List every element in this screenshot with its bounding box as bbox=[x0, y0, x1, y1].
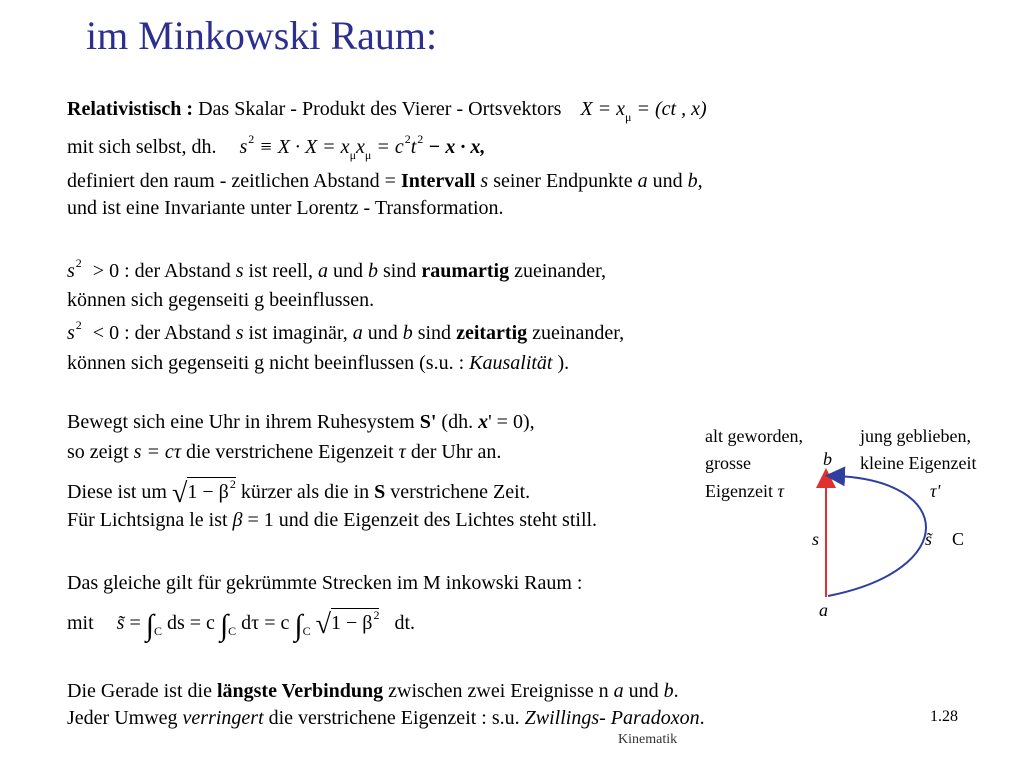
p3-l3b: kürzer als die in bbox=[240, 481, 375, 503]
p3-l1c: (dh. bbox=[436, 411, 479, 433]
p1-formula1-rhs: = (ct , x) bbox=[636, 98, 707, 120]
p4-line1: Das gleiche gilt für gekrümmte Strecken im M inkowski Raum : bbox=[67, 572, 583, 594]
p4-stilde: s̃ bbox=[116, 612, 125, 634]
p2-t1g: sind bbox=[377, 260, 422, 282]
p4-sq: 2 bbox=[373, 608, 380, 622]
p3-l1b: S' bbox=[419, 411, 437, 433]
p2-t1b: s bbox=[235, 260, 244, 282]
p3-l4b: β bbox=[232, 509, 243, 531]
p3-l1e: ' = 0), bbox=[488, 411, 535, 433]
p5-l1b: zwischen zwei Ereignisse n bbox=[383, 680, 614, 702]
p5-l1c: a bbox=[613, 680, 624, 702]
p2-t3e: und bbox=[362, 322, 403, 344]
p2-cond2: < 0 : bbox=[92, 322, 130, 344]
p1-line3-a-var: a bbox=[637, 170, 648, 192]
p1-line3-comma: , bbox=[697, 170, 703, 192]
p5-l2a: Jeder Umweg bbox=[67, 707, 183, 729]
p2-t1e: und bbox=[327, 260, 368, 282]
p2-sq2: 2 bbox=[75, 318, 82, 332]
p3-l1d: x bbox=[478, 411, 489, 433]
sqrt-symbol-2: √ bbox=[315, 609, 331, 640]
p5-laengste: längste Verbindung bbox=[216, 680, 384, 702]
p5-l2e: . bbox=[699, 707, 705, 729]
p5-l1d: und bbox=[623, 680, 664, 702]
p1-line2-f4: = c bbox=[376, 136, 404, 158]
p4-sub-c1: C bbox=[153, 624, 162, 638]
p2-kausalitaet: Kausalität bbox=[469, 352, 553, 374]
p1-line2-f2: ≡ X · X = x bbox=[259, 136, 350, 158]
p1-line3-c: seiner Endpunkte bbox=[488, 170, 638, 192]
p3-l3a: Diese ist um bbox=[67, 481, 167, 503]
p1-line3-und: und bbox=[647, 170, 688, 192]
p3-l3sqrt: 1 − β bbox=[187, 481, 229, 503]
p4-sub-c3: C bbox=[302, 624, 311, 638]
sqrt-symbol: √ bbox=[172, 478, 188, 509]
integral-3: ∫ bbox=[294, 609, 303, 642]
p4-mit: mit bbox=[67, 612, 94, 634]
p1-sub-mu1: μ bbox=[349, 148, 356, 162]
p1-sq2: 2 bbox=[404, 132, 411, 146]
integral-1: ∫ bbox=[145, 609, 154, 642]
p2-t3a: der Abstand bbox=[134, 322, 236, 344]
p1-label: Relativistisch : bbox=[67, 98, 194, 120]
p2-t1f: b bbox=[367, 260, 378, 282]
p5-l1a: Die Gerade ist die bbox=[67, 680, 217, 702]
diagram-left-l2: grosse bbox=[705, 453, 751, 473]
p2-t3d: a bbox=[352, 322, 363, 344]
p1-line3-a: definiert den raum - zeitlichen Abstand = bbox=[67, 170, 401, 192]
p1-line2-f3: x bbox=[356, 136, 365, 158]
diagram-tau-prime: τ' bbox=[930, 481, 941, 501]
p2-t1c: ist reell, bbox=[243, 260, 318, 282]
p5-l1e: b bbox=[663, 680, 674, 702]
p1-text1: Das Skalar - Produkt des Vierer - Ortsvektors bbox=[198, 98, 562, 120]
label-s: s bbox=[812, 529, 820, 549]
p3-l2e: der Uhr an. bbox=[405, 441, 502, 463]
p3-l4a: Für Lichtsigna le ist bbox=[67, 509, 233, 531]
p2-raumartig: raumartig bbox=[421, 260, 510, 282]
p2-t3g: sind bbox=[412, 322, 457, 344]
p3-sq: 2 bbox=[229, 477, 236, 491]
diagram-right-l2: kleine Eigenzeit bbox=[860, 453, 977, 473]
p1-sq1: 2 bbox=[248, 132, 255, 146]
p4-dtau: dτ = c bbox=[241, 612, 290, 634]
footer-section: Kinematik bbox=[618, 732, 678, 747]
p2-t3b: s bbox=[235, 322, 244, 344]
p2-sq1: 2 bbox=[75, 256, 82, 270]
p1-line2-s: s bbox=[239, 136, 248, 158]
diagram-eigenzeit: Eigenzeit bbox=[705, 481, 773, 501]
p2-t3c: ist imaginär, bbox=[243, 322, 353, 344]
p1-line3-s: s bbox=[480, 170, 489, 192]
p4-eq: = bbox=[129, 612, 141, 634]
p2-t4c: ). bbox=[552, 352, 570, 374]
p3-l1a: Bewegt sich eine Uhr in ihrem Ruhesystem bbox=[67, 411, 420, 433]
p3-l2b: s = cτ bbox=[133, 441, 181, 463]
p2-t1a: der Abstand bbox=[134, 260, 236, 282]
p1-line4: und ist eine Invariante unter Lorentz - Transformation. bbox=[67, 197, 504, 219]
p5-l2c: die verstrichene Eigenzeit : s.u. bbox=[263, 707, 525, 729]
p1-line2-f5: t bbox=[410, 136, 417, 158]
p2-t4a: können sich gegenseiti g nicht beeinflussen (s.u. : bbox=[67, 352, 470, 374]
p3-l3d: verstrichene Zeit. bbox=[385, 481, 531, 503]
p3-l3c: S bbox=[374, 481, 386, 503]
diagram-right-l1: jung geblieben, bbox=[860, 426, 971, 446]
label-stilde: s̃ bbox=[925, 529, 933, 549]
p1-sub-mu2: μ bbox=[364, 148, 372, 162]
p1-line2-text: mit sich selbst, dh. bbox=[67, 136, 217, 158]
p2-s2: s bbox=[67, 322, 75, 344]
p2-t3h: zueinander, bbox=[527, 322, 625, 344]
p2-line2: können sich gegenseiti g beeinflussen. bbox=[67, 289, 375, 311]
p1-line2-f6: − x · x, bbox=[428, 136, 486, 158]
label-b: b bbox=[823, 449, 832, 469]
p2-zeitartig: zeitartig bbox=[456, 322, 528, 344]
p4-sqrt: 1 − β bbox=[330, 612, 373, 634]
p2-t1d: a bbox=[317, 260, 328, 282]
p1-formula1: X = x bbox=[580, 98, 626, 120]
p4-ds: ds = c bbox=[166, 612, 215, 634]
slide-title: im Minkowski Raum: bbox=[86, 13, 438, 58]
p3-l2c: die verstrichene Eigenzeit bbox=[180, 441, 399, 463]
p3-l4c: = 1 und die Eigenzeit des Lichtes steht still. bbox=[242, 509, 598, 531]
p2-s1: s bbox=[67, 260, 75, 282]
integral-2: ∫ bbox=[219, 609, 229, 642]
p1-intervall: Intervall bbox=[400, 170, 476, 192]
p4-dt: dt. bbox=[394, 612, 416, 634]
p2-cond1: > 0 : bbox=[92, 260, 130, 282]
p2-t1h: zueinander, bbox=[509, 260, 607, 282]
diagram-tau: τ bbox=[777, 481, 784, 501]
p1-line3-b-var: b bbox=[687, 170, 698, 192]
page-number: 1.28 bbox=[930, 708, 958, 725]
p5-verringert: verringert bbox=[182, 707, 264, 729]
p5-zwillings: Zwillings- Paradoxon bbox=[524, 707, 700, 729]
p4-sub-c2: C bbox=[228, 624, 237, 638]
p1-sq3: 2 bbox=[417, 132, 424, 146]
p1-formula1-sub: μ bbox=[625, 110, 632, 124]
diagram-left-l1: alt geworden, bbox=[705, 426, 803, 446]
worldline-curved bbox=[828, 476, 926, 596]
label-a: a bbox=[819, 600, 828, 620]
p2-t3f: b bbox=[402, 322, 413, 344]
p3-l2d: τ bbox=[398, 441, 406, 463]
diagram-label-C: C bbox=[952, 529, 965, 549]
p3-l2a: so zeigt bbox=[67, 441, 134, 463]
p5-l1f: . bbox=[673, 680, 679, 702]
